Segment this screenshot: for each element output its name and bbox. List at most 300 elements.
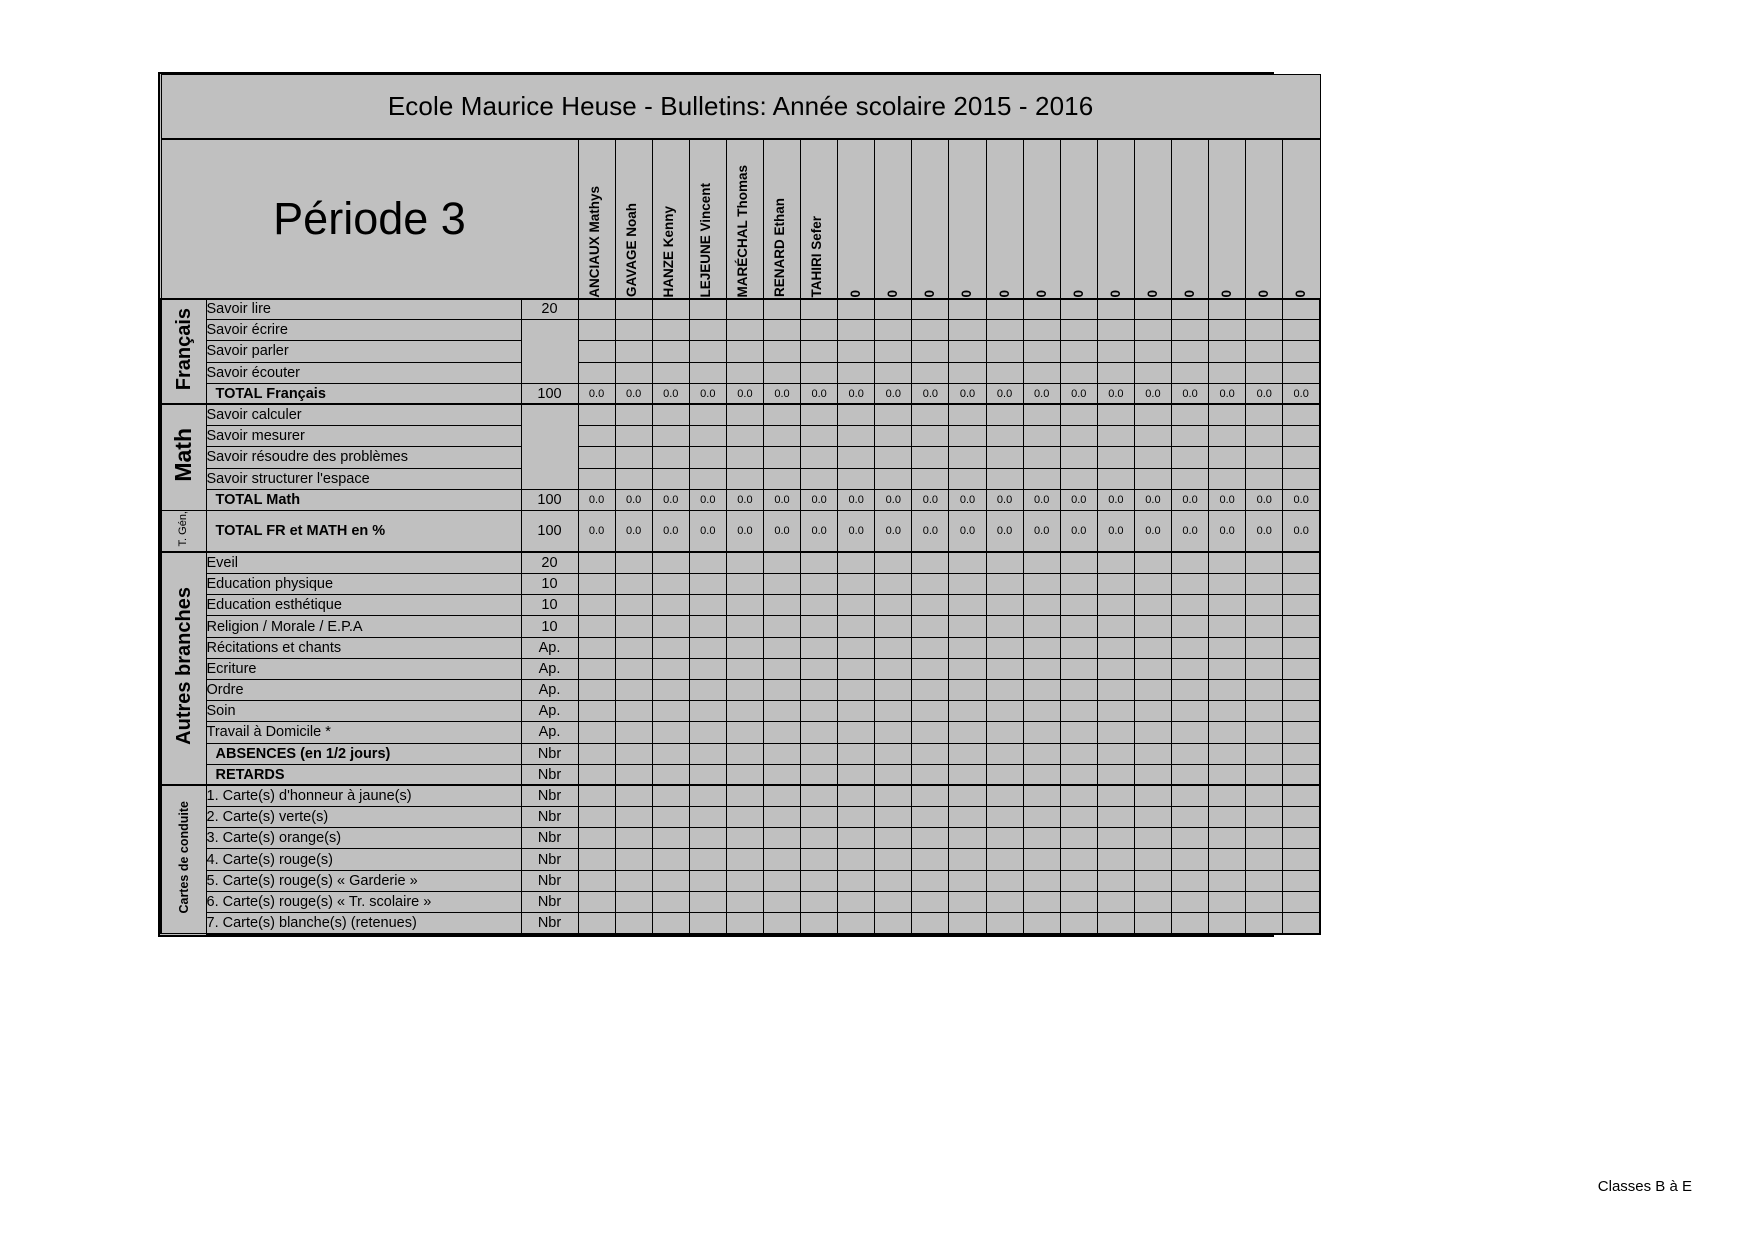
score-input-cell[interactable] (726, 468, 763, 489)
score-input-cell[interactable] (763, 913, 800, 934)
score-input-cell[interactable] (1060, 574, 1097, 595)
score-input-cell[interactable] (986, 616, 1023, 637)
empty-column-header-4[interactable] (949, 139, 986, 299)
score-input-cell[interactable] (1023, 743, 1060, 764)
score-input-cell[interactable] (578, 426, 615, 447)
score-input-cell[interactable] (689, 552, 726, 573)
score-input-cell[interactable] (1172, 341, 1209, 362)
score-input-cell[interactable] (763, 447, 800, 468)
score-input-cell[interactable] (1097, 299, 1134, 320)
score-input-cell[interactable] (1209, 447, 1246, 468)
score-input-cell[interactable] (1097, 870, 1134, 891)
empty-column-header-9[interactable] (1134, 139, 1171, 299)
score-input-cell[interactable] (1246, 722, 1283, 743)
score-input-cell[interactable] (838, 849, 875, 870)
score-input-cell[interactable] (1097, 913, 1134, 934)
score-input-cell[interactable] (578, 870, 615, 891)
score-input-cell[interactable] (689, 595, 726, 616)
score-input-cell[interactable] (726, 341, 763, 362)
score-input-cell[interactable] (578, 595, 615, 616)
student-header-4[interactable] (689, 139, 726, 299)
score-input-cell[interactable] (1209, 616, 1246, 637)
score-input-cell[interactable] (726, 870, 763, 891)
score-input-cell[interactable] (1209, 658, 1246, 679)
score-input-cell[interactable] (689, 447, 726, 468)
score-input-cell[interactable] (1134, 320, 1171, 341)
score-input-cell[interactable] (1023, 849, 1060, 870)
score-input-cell[interactable] (652, 299, 689, 320)
score-input-cell[interactable] (838, 362, 875, 383)
score-input-cell[interactable] (1283, 870, 1320, 891)
score-input-cell[interactable] (949, 299, 986, 320)
score-input-cell[interactable] (1172, 616, 1209, 637)
score-input-cell[interactable] (1172, 299, 1209, 320)
score-input-cell[interactable] (1097, 637, 1134, 658)
score-input-cell[interactable] (689, 679, 726, 700)
score-input-cell[interactable] (763, 362, 800, 383)
score-input-cell[interactable] (1172, 743, 1209, 764)
score-input-cell[interactable] (578, 574, 615, 595)
score-input-cell[interactable] (726, 616, 763, 637)
score-input-cell[interactable] (578, 701, 615, 722)
score-input-cell[interactable] (1023, 447, 1060, 468)
score-input-cell[interactable] (652, 828, 689, 849)
score-input-cell[interactable] (1134, 891, 1171, 912)
score-input-cell[interactable] (1209, 362, 1246, 383)
score-input-cell[interactable] (1172, 595, 1209, 616)
score-input-cell[interactable] (1134, 849, 1171, 870)
score-input-cell[interactable] (1172, 320, 1209, 341)
score-input-cell[interactable] (1172, 891, 1209, 912)
score-input-cell[interactable] (1172, 828, 1209, 849)
score-input-cell[interactable] (1023, 320, 1060, 341)
student-header-5[interactable] (726, 139, 763, 299)
empty-column-header-11[interactable] (1209, 139, 1246, 299)
score-input-cell[interactable] (689, 468, 726, 489)
score-input-cell[interactable] (1246, 913, 1283, 934)
score-input-cell[interactable] (949, 362, 986, 383)
score-input-cell[interactable] (1134, 913, 1171, 934)
score-input-cell[interactable] (1283, 849, 1320, 870)
score-input-cell[interactable] (578, 362, 615, 383)
score-input-cell[interactable] (1246, 574, 1283, 595)
score-input-cell[interactable] (726, 552, 763, 573)
score-input-cell[interactable] (615, 701, 652, 722)
score-input-cell[interactable] (875, 320, 912, 341)
score-input-cell[interactable] (1134, 785, 1171, 806)
score-input-cell[interactable] (1209, 679, 1246, 700)
score-input-cell[interactable] (838, 764, 875, 785)
score-input-cell[interactable] (912, 341, 949, 362)
score-input-cell[interactable] (949, 341, 986, 362)
score-input-cell[interactable] (689, 849, 726, 870)
score-input-cell[interactable] (838, 913, 875, 934)
score-input-cell[interactable] (949, 743, 986, 764)
score-input-cell[interactable] (1209, 299, 1246, 320)
score-input-cell[interactable] (1134, 722, 1171, 743)
score-input-cell[interactable] (578, 764, 615, 785)
score-input-cell[interactable] (986, 828, 1023, 849)
score-input-cell[interactable] (763, 807, 800, 828)
score-input-cell[interactable] (912, 785, 949, 806)
score-input-cell[interactable] (1134, 426, 1171, 447)
score-input-cell[interactable] (1283, 574, 1320, 595)
score-input-cell[interactable] (838, 828, 875, 849)
score-input-cell[interactable] (912, 658, 949, 679)
score-input-cell[interactable] (1023, 362, 1060, 383)
score-input-cell[interactable] (726, 701, 763, 722)
score-input-cell[interactable] (1023, 722, 1060, 743)
score-input-cell[interactable] (912, 701, 949, 722)
score-input-cell[interactable] (986, 574, 1023, 595)
score-input-cell[interactable] (1209, 849, 1246, 870)
score-input-cell[interactable] (615, 616, 652, 637)
score-input-cell[interactable] (838, 616, 875, 637)
score-input-cell[interactable] (1246, 320, 1283, 341)
score-input-cell[interactable] (949, 701, 986, 722)
score-input-cell[interactable] (1283, 616, 1320, 637)
score-input-cell[interactable] (875, 764, 912, 785)
score-input-cell[interactable] (1097, 447, 1134, 468)
score-input-cell[interactable] (763, 743, 800, 764)
score-input-cell[interactable] (1246, 701, 1283, 722)
score-input-cell[interactable] (1246, 341, 1283, 362)
score-input-cell[interactable] (1134, 574, 1171, 595)
score-input-cell[interactable] (726, 764, 763, 785)
score-input-cell[interactable] (801, 701, 838, 722)
score-input-cell[interactable] (801, 828, 838, 849)
score-input-cell[interactable] (912, 849, 949, 870)
score-input-cell[interactable] (1246, 807, 1283, 828)
score-input-cell[interactable] (949, 320, 986, 341)
score-input-cell[interactable] (801, 679, 838, 700)
score-input-cell[interactable] (1134, 468, 1171, 489)
score-input-cell[interactable] (578, 679, 615, 700)
score-input-cell[interactable] (1023, 552, 1060, 573)
score-input-cell[interactable] (1060, 447, 1097, 468)
score-input-cell[interactable] (689, 341, 726, 362)
score-input-cell[interactable] (986, 299, 1023, 320)
score-input-cell[interactable] (689, 701, 726, 722)
score-input-cell[interactable] (838, 595, 875, 616)
score-input-cell[interactable] (986, 679, 1023, 700)
score-input-cell[interactable] (875, 468, 912, 489)
score-input-cell[interactable] (726, 637, 763, 658)
score-input-cell[interactable] (1283, 552, 1320, 573)
score-input-cell[interactable] (1246, 849, 1283, 870)
score-input-cell[interactable] (912, 637, 949, 658)
score-input-cell[interactable] (1209, 320, 1246, 341)
score-input-cell[interactable] (615, 447, 652, 468)
score-input-cell[interactable] (689, 658, 726, 679)
score-input-cell[interactable] (1283, 807, 1320, 828)
score-input-cell[interactable] (763, 426, 800, 447)
score-input-cell[interactable] (1209, 722, 1246, 743)
score-input-cell[interactable] (1134, 404, 1171, 425)
score-input-cell[interactable] (912, 764, 949, 785)
score-input-cell[interactable] (652, 807, 689, 828)
score-input-cell[interactable] (1246, 764, 1283, 785)
score-input-cell[interactable] (1060, 637, 1097, 658)
score-input-cell[interactable] (1134, 299, 1171, 320)
score-input-cell[interactable] (986, 404, 1023, 425)
score-input-cell[interactable] (578, 785, 615, 806)
score-input-cell[interactable] (1023, 426, 1060, 447)
score-input-cell[interactable] (1283, 637, 1320, 658)
score-input-cell[interactable] (1134, 764, 1171, 785)
score-input-cell[interactable] (801, 870, 838, 891)
score-input-cell[interactable] (801, 913, 838, 934)
score-input-cell[interactable] (986, 637, 1023, 658)
score-input-cell[interactable] (1246, 891, 1283, 912)
score-input-cell[interactable] (949, 764, 986, 785)
score-input-cell[interactable] (875, 658, 912, 679)
score-input-cell[interactable] (1172, 658, 1209, 679)
score-input-cell[interactable] (652, 679, 689, 700)
score-input-cell[interactable] (652, 447, 689, 468)
score-input-cell[interactable] (726, 828, 763, 849)
score-input-cell[interactable] (986, 764, 1023, 785)
score-input-cell[interactable] (875, 362, 912, 383)
score-input-cell[interactable] (1283, 468, 1320, 489)
score-input-cell[interactable] (1209, 341, 1246, 362)
score-input-cell[interactable] (838, 341, 875, 362)
score-input-cell[interactable] (1023, 468, 1060, 489)
score-input-cell[interactable] (801, 637, 838, 658)
score-input-cell[interactable] (1246, 679, 1283, 700)
score-input-cell[interactable] (1134, 637, 1171, 658)
score-input-cell[interactable] (1172, 426, 1209, 447)
score-input-cell[interactable] (912, 743, 949, 764)
score-input-cell[interactable] (726, 913, 763, 934)
score-input-cell[interactable] (949, 574, 986, 595)
score-input-cell[interactable] (652, 891, 689, 912)
score-input-cell[interactable] (875, 785, 912, 806)
score-input-cell[interactable] (1023, 764, 1060, 785)
score-input-cell[interactable] (838, 870, 875, 891)
score-input-cell[interactable] (912, 679, 949, 700)
score-input-cell[interactable] (838, 807, 875, 828)
score-input-cell[interactable] (838, 320, 875, 341)
score-input-cell[interactable] (949, 807, 986, 828)
score-input-cell[interactable] (1209, 891, 1246, 912)
student-header-1[interactable] (578, 139, 615, 299)
score-input-cell[interactable] (615, 320, 652, 341)
score-input-cell[interactable] (1172, 574, 1209, 595)
empty-column-header-13[interactable] (1283, 139, 1320, 299)
score-input-cell[interactable] (838, 743, 875, 764)
score-input-cell[interactable] (1172, 701, 1209, 722)
score-input-cell[interactable] (689, 828, 726, 849)
score-input-cell[interactable] (689, 320, 726, 341)
score-input-cell[interactable] (986, 595, 1023, 616)
score-input-cell[interactable] (726, 426, 763, 447)
score-input-cell[interactable] (949, 426, 986, 447)
score-input-cell[interactable] (912, 362, 949, 383)
score-input-cell[interactable] (615, 362, 652, 383)
score-input-cell[interactable] (986, 743, 1023, 764)
score-input-cell[interactable] (912, 870, 949, 891)
score-input-cell[interactable] (1060, 828, 1097, 849)
score-input-cell[interactable] (912, 891, 949, 912)
score-input-cell[interactable] (1097, 849, 1134, 870)
score-input-cell[interactable] (763, 701, 800, 722)
score-input-cell[interactable] (912, 299, 949, 320)
score-input-cell[interactable] (1097, 679, 1134, 700)
score-input-cell[interactable] (875, 679, 912, 700)
score-input-cell[interactable] (1097, 320, 1134, 341)
score-input-cell[interactable] (1246, 637, 1283, 658)
score-input-cell[interactable] (1172, 362, 1209, 383)
score-input-cell[interactable] (986, 320, 1023, 341)
score-input-cell[interactable] (1283, 785, 1320, 806)
score-input-cell[interactable] (1283, 320, 1320, 341)
score-input-cell[interactable] (838, 701, 875, 722)
student-header-3[interactable] (652, 139, 689, 299)
score-input-cell[interactable] (949, 679, 986, 700)
score-input-cell[interactable] (615, 764, 652, 785)
score-input-cell[interactable] (949, 658, 986, 679)
score-input-cell[interactable] (578, 637, 615, 658)
score-input-cell[interactable] (1209, 404, 1246, 425)
score-input-cell[interactable] (689, 785, 726, 806)
score-input-cell[interactable] (652, 658, 689, 679)
score-input-cell[interactable] (763, 320, 800, 341)
score-input-cell[interactable] (1097, 785, 1134, 806)
score-input-cell[interactable] (875, 447, 912, 468)
score-input-cell[interactable] (1097, 574, 1134, 595)
score-input-cell[interactable] (1097, 722, 1134, 743)
score-input-cell[interactable] (763, 552, 800, 573)
score-input-cell[interactable] (949, 722, 986, 743)
score-input-cell[interactable] (652, 764, 689, 785)
score-input-cell[interactable] (1060, 468, 1097, 489)
score-input-cell[interactable] (615, 299, 652, 320)
score-input-cell[interactable] (838, 468, 875, 489)
score-input-cell[interactable] (1060, 807, 1097, 828)
score-input-cell[interactable] (726, 785, 763, 806)
score-input-cell[interactable] (875, 299, 912, 320)
score-input-cell[interactable] (578, 468, 615, 489)
score-input-cell[interactable] (1060, 320, 1097, 341)
score-input-cell[interactable] (1246, 658, 1283, 679)
score-input-cell[interactable] (615, 637, 652, 658)
empty-column-header-7[interactable] (1060, 139, 1097, 299)
score-input-cell[interactable] (763, 891, 800, 912)
score-input-cell[interactable] (912, 616, 949, 637)
score-input-cell[interactable] (1172, 764, 1209, 785)
score-input-cell[interactable] (801, 764, 838, 785)
score-input-cell[interactable] (1060, 764, 1097, 785)
score-input-cell[interactable] (875, 849, 912, 870)
score-input-cell[interactable] (1023, 807, 1060, 828)
score-input-cell[interactable] (801, 785, 838, 806)
score-input-cell[interactable] (1283, 913, 1320, 934)
score-input-cell[interactable] (689, 299, 726, 320)
score-input-cell[interactable] (1060, 658, 1097, 679)
score-input-cell[interactable] (726, 299, 763, 320)
score-input-cell[interactable] (949, 552, 986, 573)
score-input-cell[interactable] (801, 616, 838, 637)
score-input-cell[interactable] (1209, 807, 1246, 828)
score-input-cell[interactable] (578, 341, 615, 362)
score-input-cell[interactable] (1246, 785, 1283, 806)
score-input-cell[interactable] (1209, 595, 1246, 616)
score-input-cell[interactable] (652, 362, 689, 383)
score-input-cell[interactable] (1060, 299, 1097, 320)
score-input-cell[interactable] (1209, 785, 1246, 806)
score-input-cell[interactable] (1246, 426, 1283, 447)
score-input-cell[interactable] (689, 722, 726, 743)
score-input-cell[interactable] (1097, 426, 1134, 447)
score-input-cell[interactable] (726, 404, 763, 425)
score-input-cell[interactable] (578, 743, 615, 764)
score-input-cell[interactable] (1283, 701, 1320, 722)
score-input-cell[interactable] (949, 468, 986, 489)
score-input-cell[interactable] (1209, 913, 1246, 934)
score-input-cell[interactable] (578, 849, 615, 870)
score-input-cell[interactable] (838, 637, 875, 658)
score-input-cell[interactable] (689, 807, 726, 828)
score-input-cell[interactable] (912, 320, 949, 341)
score-input-cell[interactable] (1172, 722, 1209, 743)
score-input-cell[interactable] (986, 362, 1023, 383)
score-input-cell[interactable] (763, 764, 800, 785)
score-input-cell[interactable] (1023, 701, 1060, 722)
score-input-cell[interactable] (652, 701, 689, 722)
score-input-cell[interactable] (1134, 807, 1171, 828)
score-input-cell[interactable] (801, 849, 838, 870)
score-input-cell[interactable] (726, 574, 763, 595)
score-input-cell[interactable] (1283, 743, 1320, 764)
score-input-cell[interactable] (875, 616, 912, 637)
score-input-cell[interactable] (1060, 616, 1097, 637)
score-input-cell[interactable] (912, 595, 949, 616)
score-input-cell[interactable] (986, 658, 1023, 679)
score-input-cell[interactable] (689, 891, 726, 912)
score-input-cell[interactable] (838, 404, 875, 425)
score-input-cell[interactable] (652, 870, 689, 891)
score-input-cell[interactable] (1209, 574, 1246, 595)
score-input-cell[interactable] (801, 362, 838, 383)
score-input-cell[interactable] (763, 574, 800, 595)
score-input-cell[interactable] (615, 404, 652, 425)
empty-column-header-12[interactable] (1246, 139, 1283, 299)
score-input-cell[interactable] (1209, 764, 1246, 785)
score-input-cell[interactable] (912, 574, 949, 595)
score-input-cell[interactable] (1023, 616, 1060, 637)
score-input-cell[interactable] (912, 722, 949, 743)
score-input-cell[interactable] (652, 595, 689, 616)
score-input-cell[interactable] (801, 299, 838, 320)
score-input-cell[interactable] (689, 913, 726, 934)
score-input-cell[interactable] (1134, 341, 1171, 362)
score-input-cell[interactable] (949, 637, 986, 658)
score-input-cell[interactable] (615, 468, 652, 489)
score-input-cell[interactable] (1246, 743, 1283, 764)
score-input-cell[interactable] (949, 828, 986, 849)
score-input-cell[interactable] (1246, 362, 1283, 383)
score-input-cell[interactable] (1246, 870, 1283, 891)
score-input-cell[interactable] (986, 701, 1023, 722)
score-input-cell[interactable] (986, 785, 1023, 806)
score-input-cell[interactable] (578, 320, 615, 341)
score-input-cell[interactable] (578, 913, 615, 934)
score-input-cell[interactable] (1283, 679, 1320, 700)
score-input-cell[interactable] (1172, 870, 1209, 891)
score-input-cell[interactable] (689, 404, 726, 425)
score-input-cell[interactable] (912, 913, 949, 934)
